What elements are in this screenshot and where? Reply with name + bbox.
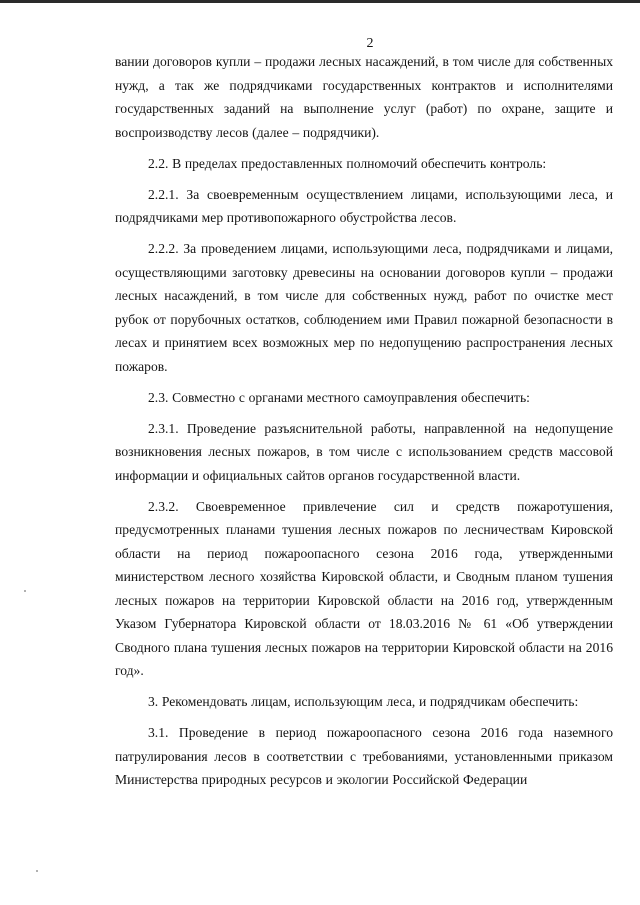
paragraph-2-2-1: 2.2.1. За своевременным осуществлением лицами, использующими леса, и подрядчиками мер противопожарного обустройства лесов. (115, 186, 613, 225)
paragraph-2-3-1: 2.3.1. Проведение разъяснительной работы, направленной на недопущение возникновения лесных пожаров, в том числе с использованием средств массовой информации и официальных сайтов органов государственной власти. (115, 420, 613, 483)
paragraph-3: 3. Рекомендовать лицам, использующим леса, и подрядчикам обеспечить: (148, 694, 579, 709)
paragraph-continuation: вании договоров купли – продажи лесных насаждений, в том числе для собственных нужд, а так же подрядчиками государственных контрактов и исполнителями государственных заданий на выполнение услуг (работ) по охране, защите и воспроизводству лесов (далее – подрядчики). (115, 54, 613, 140)
document-body (115, 50, 613, 792)
paragraph-2-3-2: 2.3.2. Своевременное привлечение сил и средств пожаротушения, предусмотренных планами тушения лесных пожаров по лесничествам Кировской области на период пожароопасного сезона 2016 года, утвержденными министерством лесного хозяйства Кировской области, и Сводным планом тушения лесных пожаров на территории Кировской области на 2016 год, утвержденным Указом Губернатора Кировской области от 18.03.2016 № 61 «Об утверждении Сводного плана тушения лесных пожаров на территории Кировской области на 2016 год». (115, 498, 613, 678)
scan-speck (24, 590, 26, 592)
top-border-line (0, 0, 640, 3)
paragraph-2-2: 2.2. В пределах предоставленных полномочий обеспечить контроль: (148, 155, 547, 171)
scan-speck (36, 870, 38, 872)
paragraph-3-1: 3.1. Проведение в период пожароопасного сезона 2016 года наземного патрулирования лесов в соответствии с требованиями, установленными приказом Министерства природных ресурсов и экологии Российской Федерации (115, 725, 613, 787)
paragraph-2-2-2: 2.2.2. За проведением лицами, использующими леса, подрядчиками и лицами, осуществляющими заготовку древесины на основании договоров купли – продажи лесных насаждений, в том числе для собственных нужд, работ по очистке мест рубок от порубочных остатков, соблюдением ими Правил пожарной безопасности в лесах и принятием всех возможных мер по недопущению распространения лесных пожаров. (115, 241, 613, 374)
page-number: 2 (366, 36, 374, 51)
paragraph-2-3: 2.3. Совместно с органами местного самоуправления обеспечить: (148, 389, 530, 405)
